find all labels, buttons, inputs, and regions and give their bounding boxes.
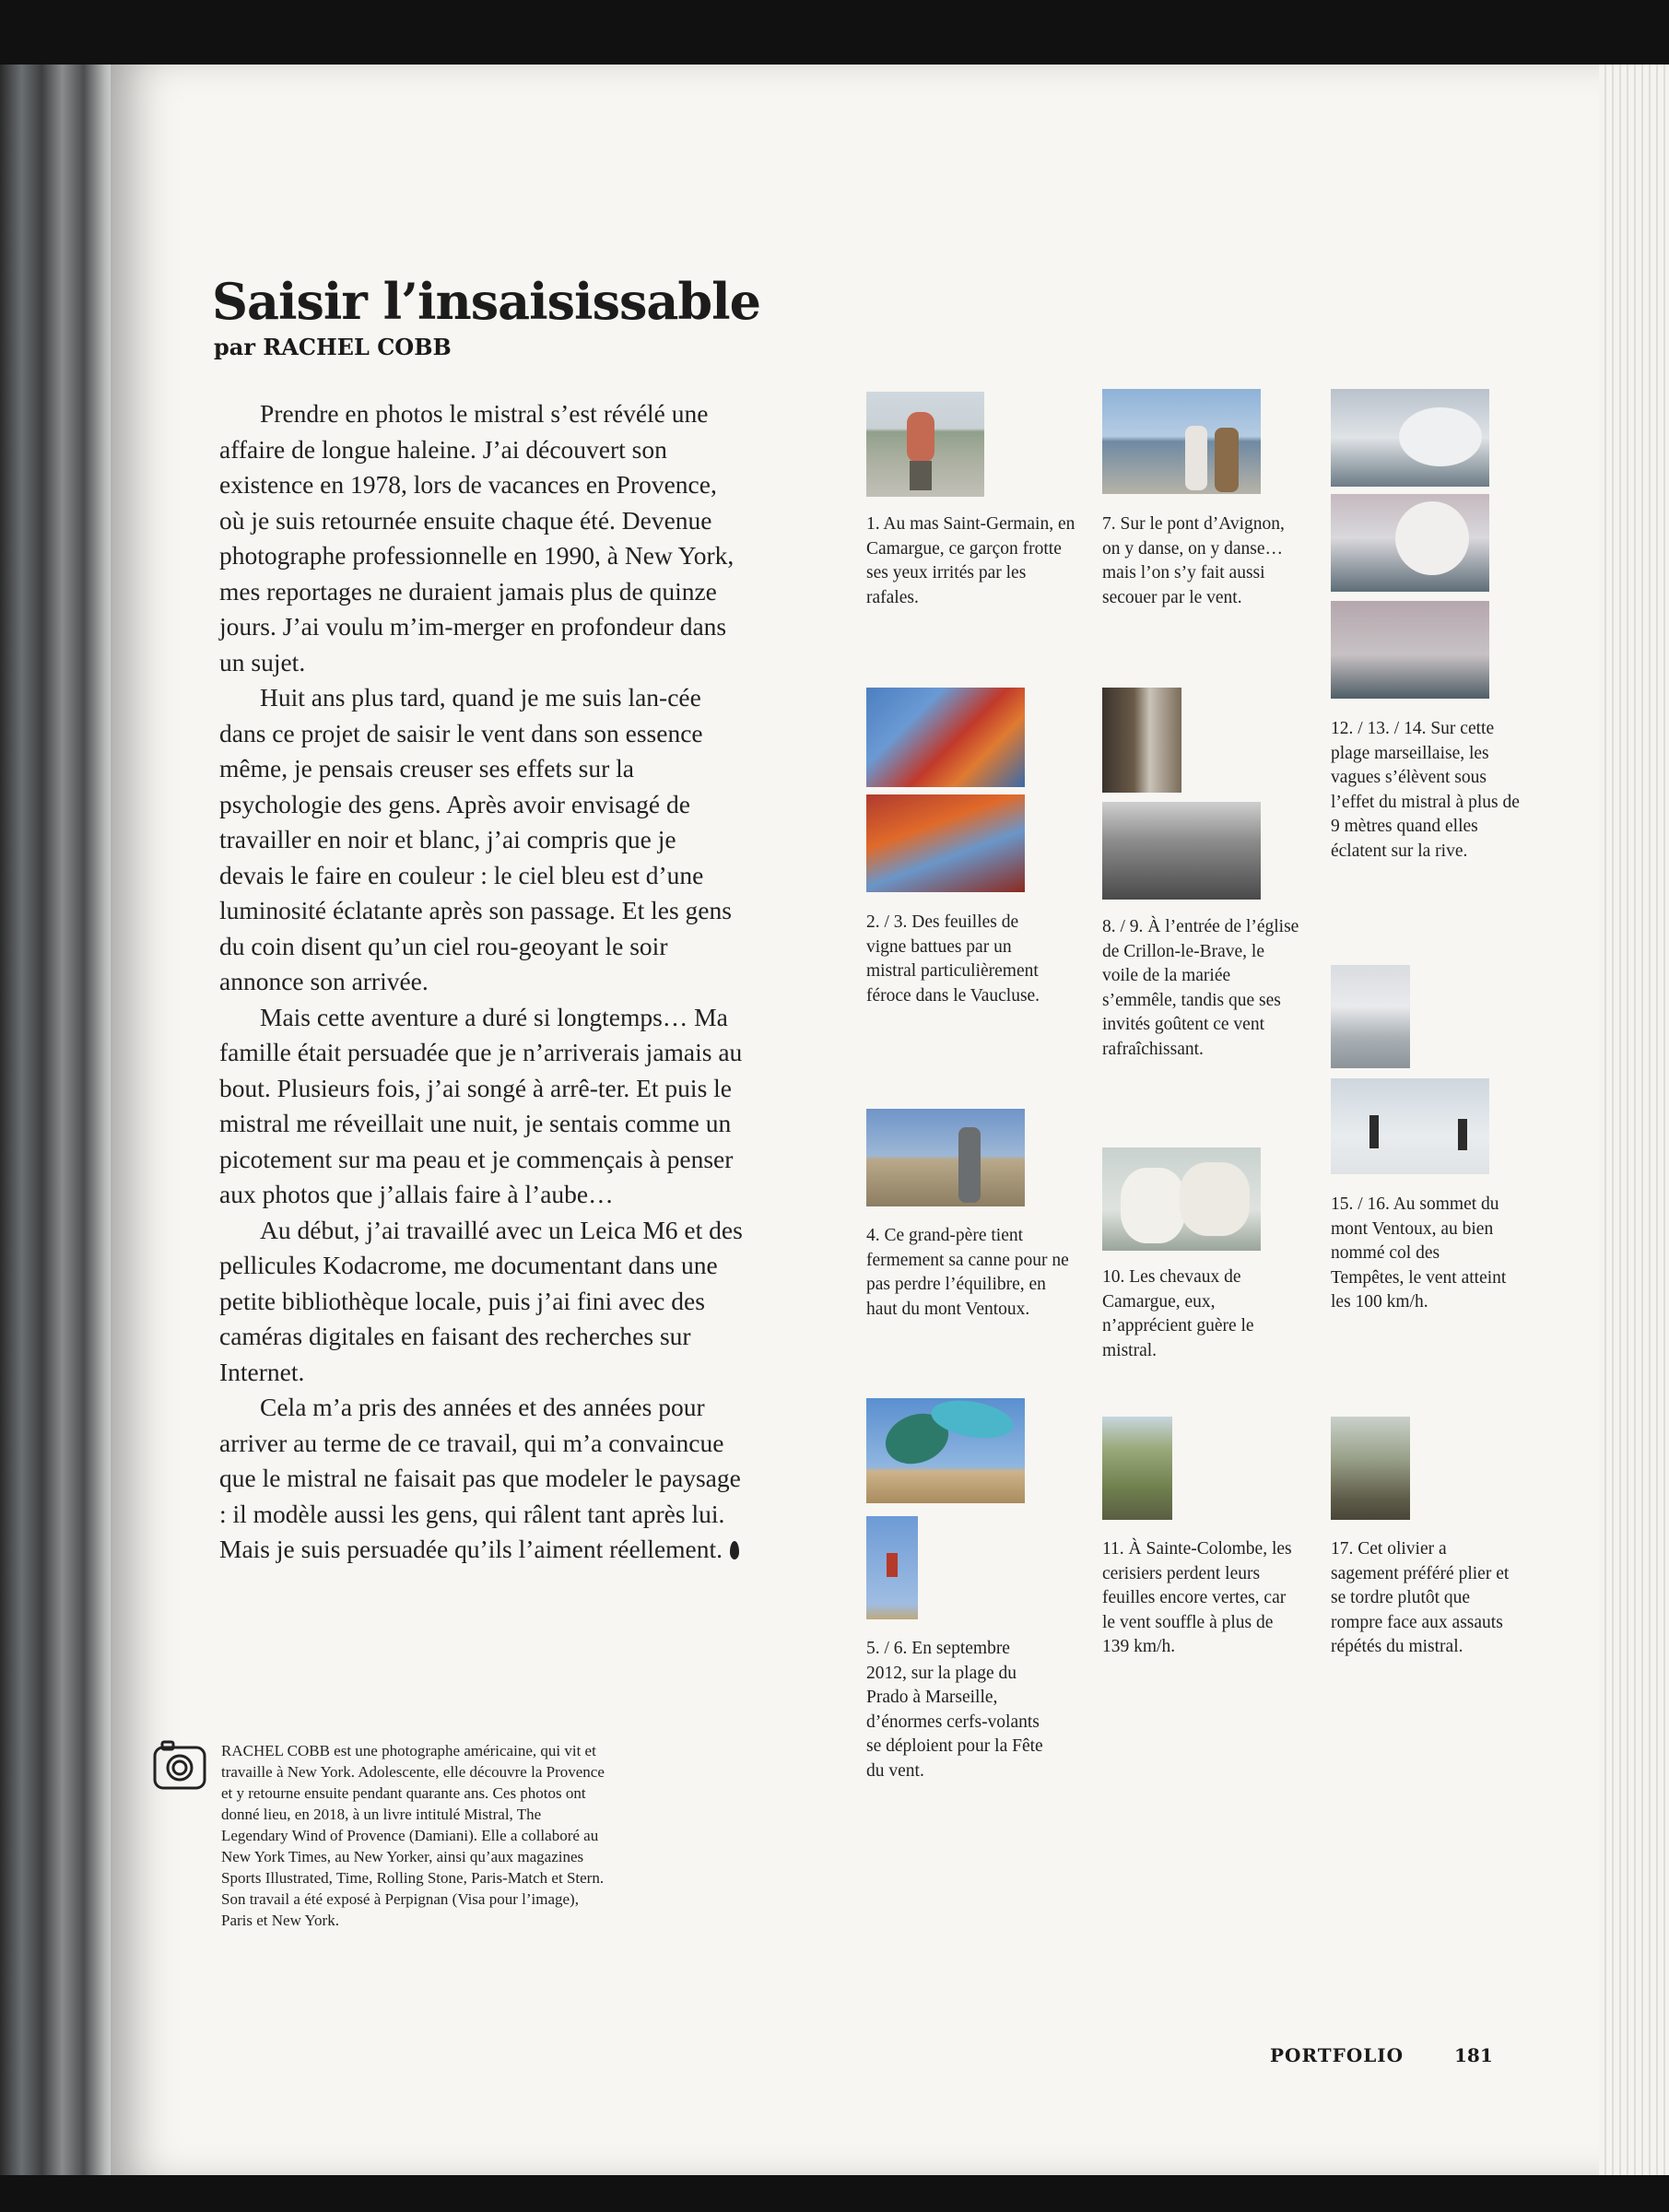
page-edges xyxy=(1599,65,1669,2175)
caption-11: 11. À Sainte-Colombe, les cerisiers perdent leurs feuilles encore vertes, car le vent souffle à plus de 139 km/h. xyxy=(1102,1539,1292,1656)
footer-section-label: PORTFOLIO xyxy=(1270,2044,1405,2066)
photo-9-wedding-guests xyxy=(1102,802,1261,900)
article-paragraph: Au début, j’ai travaillé avec un Leica M6 et des pellicules Kodacrome, me documentant dans une petite bibliothèque locale, puis j’ai fini avec des caméras digitales en faisant des recherches sur Internet. xyxy=(219,1215,743,1386)
article-paragraph-text: Cela m’a pris des années et des années pour arriver au terme de ce travail, qui m’a convaincue que le mistral ne faisait pas que modeler le paysage : il modèle aussi les gens, qui râlent tant après lui. Mais je suis persuadée qu’ils l’aiment réellement. xyxy=(219,1393,741,1563)
photo-2-vine-leaves xyxy=(866,688,1025,787)
caption-8-9: 8. / 9. À l’entrée de l’église de Crillon-le-Brave, le voile de la mariée s’emmêle, tandis que ses invités goûtent ce vent rafraîchissant. xyxy=(1102,917,1299,1059)
article-paragraph: Mais cette aventure a duré si longtemps… Ma famille était persuadée que je n’arriverais jamais au bout. Plusieurs fois, j’ai songé à arrê-ter. Et puis le mistral me réveillait une nuit, je sentais comme un picotement sur ma peau et je commençais à penser aux photos que j’allais faire à l’aube… xyxy=(219,1002,743,1208)
article-paragraph xyxy=(219,1390,745,1568)
photo-8-church-entrance xyxy=(1102,688,1181,793)
photo-11-cherry-trees xyxy=(1102,1417,1172,1520)
article-paragraph: Prendre en photos le mistral s’est révélé une affaire de longue haleine. J’ai découvert son existence en 1978, lors de vacances en Provence, où je suis retournée ensuite chaque été. Devenue photographe professionnelle en 1990, à New York, mes reportages ne duraient jamais plus de quinze jours. J’ai voulu m’im-merger en profondeur dans un sujet. xyxy=(219,399,735,677)
photo-12-wave xyxy=(1331,389,1489,487)
caption-10: 10. Les chevaux de Camargue, eux, n’apprécient guère le mistral. xyxy=(1102,1267,1254,1360)
photo-7-avignon-bridge xyxy=(1102,389,1261,494)
caption-2-3: 2. / 3. Des feuilles de vigne battues par un mistral particulièrement féroce dans le Vaucluse. xyxy=(866,912,1040,1006)
page-number: 181 xyxy=(1454,2044,1493,2066)
caption-17: 17. Cet olivier a sagement préféré plier et se tordre plutôt que rompre face aux assauts répétés du mistral. xyxy=(1331,1539,1510,1656)
photo-15-mont-ventoux xyxy=(1331,965,1410,1068)
caption-4: 4. Ce grand-père tient fermement sa canne pour ne pas perdre l’équilibre, en haut du mont Ventoux. xyxy=(866,1226,1069,1319)
photo-1-boy xyxy=(866,392,984,497)
photo-16-col-des-tempetes xyxy=(1331,1078,1489,1174)
caption-15-16: 15. / 16. Au sommet du mont Ventoux, au bien nommé col des Tempêtes, le vent atteint les 100 km/h. xyxy=(1331,1194,1507,1312)
book-spine-photo xyxy=(0,65,120,2175)
photo-10-camargue-horses xyxy=(1102,1147,1261,1251)
caption-7: 7. Sur le pont d’Avignon, on y danse, on y danse… mais l’on s’y fait aussi secouer par le vent. xyxy=(1102,514,1285,607)
photographer-bio: RACHEL COBB est une photographe américaine, qui vit et travaille à New York. Adolescente, elle découvre la Provence et y retourne ensuite pendant quarante ans. Ces photos ont donné lieu, en 2018, à un livre intitulé Mistral, The Legendary Wind of Provence (Damiani). Elle a collaboré au New York Times, au New Yorker, ainsi qu’aux magazines Sports Illustrated, Time, Rolling Stone, Paris-Match et Stern. Son travail a été exposé à Perpignan (Visa pour l’image), Paris et New York. xyxy=(221,1742,605,1929)
article-body xyxy=(219,396,745,1568)
photo-6-flying-figure xyxy=(866,1516,918,1619)
end-mark-icon xyxy=(730,1541,739,1559)
article-byline: par RACHEL COBB xyxy=(214,334,452,360)
caption-1: 1. Au mas Saint-Germain, en Camargue, ce garçon frotte ses yeux irrités par les rafales. xyxy=(866,514,1075,607)
camera-icon xyxy=(153,1740,206,1790)
article-paragraph: Huit ans plus tard, quand je me suis lan-cée dans ce projet de saisir le vent dans son essence même, je pensais creuser ses effets sur la psychologie des gens. Après avoir envisagé de travailler en noir et blanc, j’ai compris que je devais le faire en couleur : le ciel bleu est d’une luminosité éclatante après son passage. Et les gens du coin disent qu’un ciel rou-geoyant le soir annonce son arrivée. xyxy=(219,683,732,995)
article-title: Saisir l’insaisissable xyxy=(212,272,760,331)
photo-13-wave xyxy=(1331,494,1489,592)
photo-14-wave xyxy=(1331,601,1489,699)
photo-4-grandfather xyxy=(866,1109,1025,1206)
caption-12-13-14: 12. / 13. / 14. Sur cette plage marseillaise, les vagues s’élèvent sous l’effet du mistral à plus de 9 mètres quand elles éclatent sur la rive. xyxy=(1331,719,1520,861)
photo-3-vine-leaves xyxy=(866,794,1025,892)
photo-5-kites xyxy=(866,1398,1025,1503)
caption-5-6: 5. / 6. En septembre 2012, sur la plage du Prado à Marseille, d’énormes cerfs-volants se déploient pour la Fête du vent. xyxy=(866,1639,1043,1781)
photo-17-olive-tree xyxy=(1331,1417,1410,1520)
